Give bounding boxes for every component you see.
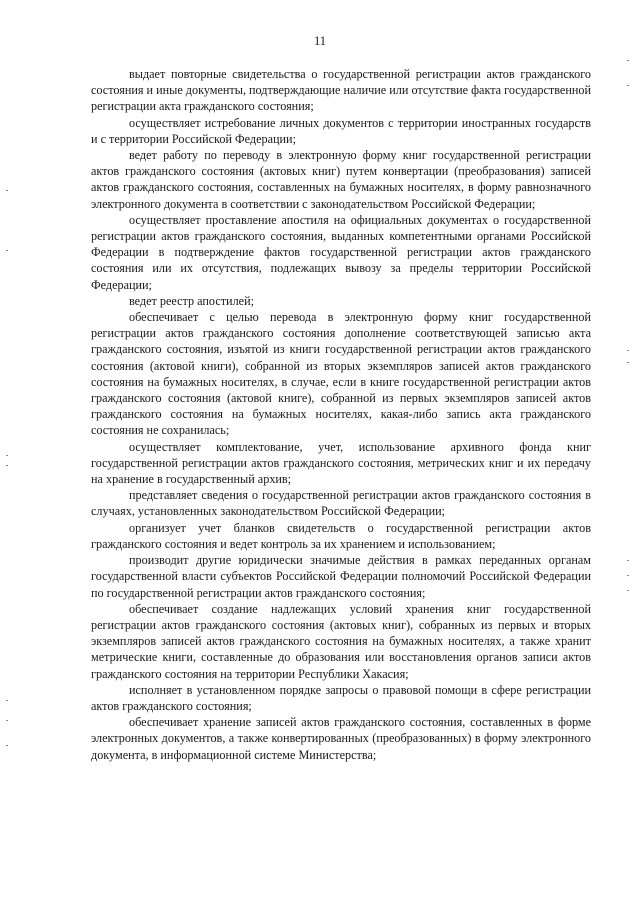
paragraph-9: организует учет бланков свидетельств о государственной регистрации актов гражданского состояния и ведет контроль за их хранением и использованием; <box>91 520 591 551</box>
paragraph-12: исполняет в установленном порядке запросы о правовой помощи в сфере регистрации актов гражданского состояния; <box>91 682 591 713</box>
scan-mark <box>6 465 8 466</box>
page-number: 11 <box>313 34 327 48</box>
paragraph-5: ведет реестр апостилей; <box>129 293 254 308</box>
scan-mark <box>627 85 629 86</box>
scan-mark <box>6 250 8 251</box>
scan-mark <box>627 362 629 363</box>
paragraph-1: выдает повторные свидетельства о государственной регистрации актов гражданского состояния и иные документы, подтверждающие наличие или отсутствие факта государственной регистрации акта гражданского состояния; <box>91 67 591 114</box>
document-body <box>91 66 591 763</box>
scan-mark <box>627 60 629 61</box>
paragraph-11: обеспечивает создание надлежащих условий хранения книг государственной регистрации актов гражданского состояния (актовых книг), собранных из первых и вторых экземпляров записей актов гражданского состояния на бумажных носителях, а также хранит метрические книги, составленные до образования или восстановления органов записи актов гражданского состояния на территории Республики Хакасия; <box>91 601 591 681</box>
scan-mark <box>6 455 8 456</box>
left-edge-scan-marks <box>6 0 9 905</box>
scan-mark <box>6 700 8 701</box>
scan-mark <box>627 575 629 576</box>
paragraph-10: производит другие юридически значимые действия в рамках переданных органам государственной власти субъектов Российской Федерации полномочий Российской Федерации по государственной регистрации актов гражданского состояния; <box>91 553 591 600</box>
paragraph-4: осуществляет проставление апостиля на официальных документах о государственной регистрации актов гражданского состояния, выданных компетентными органами Российской Федерации в подтверждение фактов государственной регистрации актов гражданского состояния или их отсутствия, подлежащих вывозу за пределы территории Российской Федерации; <box>91 212 591 292</box>
paragraph-8: представляет сведения о государственной регистрации актов гражданского состояния в случаях, установленных законодательством Российской Федерации; <box>91 488 591 519</box>
right-edge-scan-marks <box>627 0 630 905</box>
paragraph-3: ведет работу по переводу в электронную форму книг государственной регистрации актов гражданского состояния (актовых книг) путем конвертации (преобразования) записей актов гражданского состояния, составленных на бумажных носителях, в форму равнозначного электронного документа в соответствии с законодательством Российской Федерации; <box>91 148 591 211</box>
scan-mark <box>6 190 8 191</box>
paragraph-6: обеспечивает с целью перевода в электронную форму книг государственной регистрации актов гражданского состояния дополнение соответствующей записью акта гражданского состояния, изъятой из книги государственной регистрации актов гражданского состояния (актовой книги), собранной из вторых экземпляров записей актов гражданского состояния на бумажных носителях, в случае, если в книге государственной регистрации актов гражданского состояния (актовой книге), собранной из первых экземпляров записей актов гражданского состояния на бумажных носителях, какая-либо запись акта гражданского состояния не сохранилась; <box>91 310 591 438</box>
paragraph-7: осуществляет комплектование, учет, использование архивного фонда книг государственной регистрации актов гражданского состояния, метрических книг и их передачу на хранение в государственный архив; <box>91 439 591 487</box>
scan-mark <box>627 350 629 351</box>
scan-mark <box>6 720 8 721</box>
paragraph-13: обеспечивает хранение записей актов гражданского состояния, составленных в форме электронных документов, а также конвертированных (преобразованных) в форму электронного документа, в информационной системе Министерства; <box>91 715 591 762</box>
paragraph-2: осуществляет истребование личных документов с территории иностранных государств и с территории Российской Федерации; <box>91 115 591 146</box>
scan-mark <box>627 560 629 561</box>
scan-mark <box>6 745 8 746</box>
scan-mark <box>627 590 629 591</box>
